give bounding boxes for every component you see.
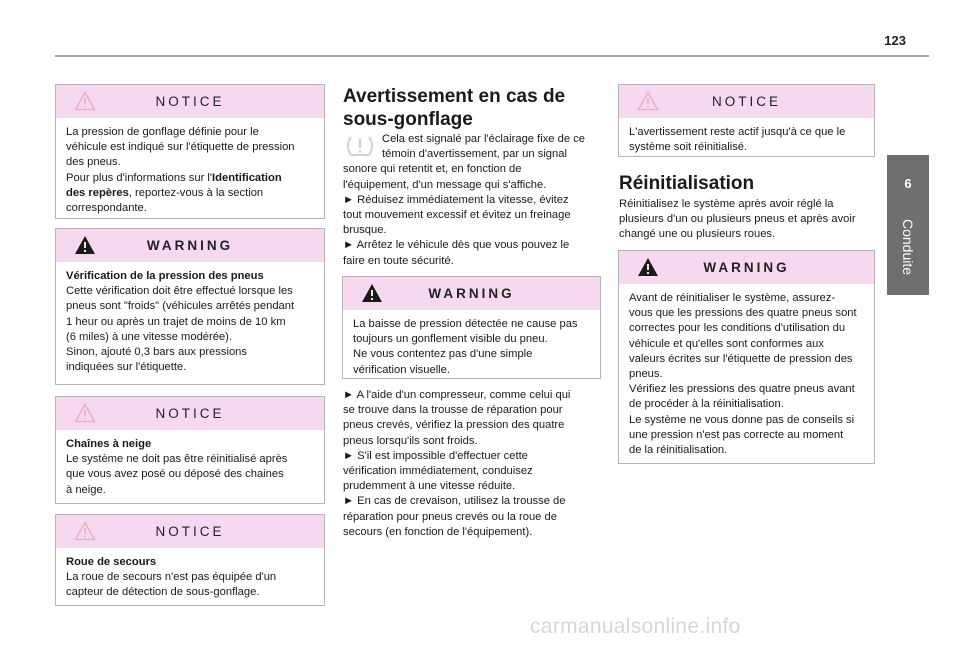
notice-heading: Chaînes à neige [66,438,152,450]
section-title-reset: Réinitialisation [619,173,755,194]
notice-header [56,515,324,548]
text-line: toujours un gonflement visible du pneu. [353,333,548,346]
text-line: La baisse de pression détectée ne cause pas [353,318,578,330]
warning-heading: Vérification de la pression des pneus [66,270,264,282]
section-title-underinflation: Avertissement en cas de sous-gonflage [343,86,566,130]
text-line: valeurs écrites sur l'étiquette de pression des [629,352,853,365]
cross-reference: Identification [212,171,282,184]
warning-box-reset [618,250,875,464]
warning-title: WARNING [703,260,790,275]
watermark: carmanualsonline.info [530,615,741,638]
text-line: 1 heur ou après un trajet de moins de 10 km [66,315,286,328]
text-line: se trouve dans la trousse de réparation pour [343,404,563,417]
notice-box-pressure [55,84,325,219]
text-line: , reportez-vous à la section [128,186,264,199]
notice-title: NOTICE [711,94,781,109]
text-line: Cela est signalé par l'éclairage fixe de ce [382,133,586,145]
text-line: une pression n'est pas correcte au moment [629,428,844,441]
notice-box-snow-chains [55,396,325,504]
text-line: de procéder à la réinitialisation. [629,398,784,411]
notice-title: NOTICE [155,524,225,539]
text-line: l'équipement, d'un message qui s'affiche. [343,178,547,191]
text-line: à neige. [66,483,106,496]
text-line: vous que les pressions des quatre pneus sont [629,307,857,320]
text-line: pneus sont "froids" (véhicules arrêtés pendant [66,300,295,313]
warning-header [343,277,600,310]
text-line: Cette vérification doit être effectué lorsque les [66,285,293,298]
text-line: Réinitialisez le système après avoir réglé la [619,198,834,210]
warning-triangle-icon [361,283,383,303]
chapter-label: Conduite [900,218,916,276]
notice-title: NOTICE [155,406,225,421]
text-line: correctes pour les conditions d'utilisation du [629,322,846,335]
notice-triangle-icon [74,521,96,541]
warning-header [619,251,874,284]
text-line: La roue de secours n'est pas équipée d'un [66,571,277,584]
notice-box-warning-active [618,84,875,157]
text-line: vérification immédiatement, conduisez [343,465,533,478]
text-line: brusque. [343,224,387,237]
text-line: tout mouvement excessif et évitez un freinage [343,209,571,222]
text-line: Le système ne vous donne pas de conseils si [629,413,855,426]
notice-title: NOTICE [155,94,225,109]
text-line: pneus crevés, vérifiez la pression des quatre [343,419,565,432]
notice-triangle-icon [74,91,96,111]
text-line: que vous avez posé ou déposé des chaines [66,468,284,481]
text-line: Ne vous contentez pas d'une simple [353,348,533,361]
underinflation-intro [343,132,608,269]
page-number: 123 [884,33,906,48]
warning-triangle-icon [637,257,659,277]
text-line: Sinon, ajouté 0,3 bars aux pressions [66,346,247,359]
header-rule [55,55,929,57]
notice-heading: Roue de secours [66,556,157,568]
text-line: pneus. [629,368,663,381]
instruction-step: ► A l'aide d'un compresseur, comme celui qui [343,389,571,401]
text-line: Avant de réinitialiser le système, assurez- [629,292,836,304]
text-line: de la réinitialisation. [629,444,728,457]
text-line: système soit réinitialisé. [629,141,748,154]
warning-header [56,229,324,262]
text-line: correspondante. [66,202,147,215]
text-line: véhicule est indiqué sur l'étiquette de pression [66,141,295,154]
warning-box-pressure-check [55,228,325,385]
text-line: véhicule et qu'elles sont conformes aux [629,337,824,350]
text-line: Vérifiez les pressions des quatre pneus avant [629,383,855,396]
cross-reference: des repères [66,186,129,199]
text-line: faire en toute sécurité. [343,254,454,267]
warning-box-pressure-drop [342,276,601,379]
text-line: sonore qui retentit et, en fonction de [343,163,522,176]
text-line: des pneus. [66,156,121,169]
notice-triangle-icon [74,403,96,423]
text-line: témoin d'avertissement, par un signal [382,148,567,161]
text-line: indiquées sur l'étiquette. [66,361,187,374]
text-line: L'avertissement reste actif jusqu'à ce que le [629,126,846,138]
instruction-step: ► Réduisez immédiatement la vitesse, évitez [343,193,569,206]
text-line: Le système ne doit pas être réinitialisé après [66,453,288,466]
text-line: changé une ou plusieurs roues. [619,228,776,241]
text-line: Pour plus d'informations sur l' [66,171,213,184]
notice-header [619,85,874,118]
notice-triangle-icon [637,91,659,111]
instruction-step: ► S'il est impossible d'effectuer cette [343,449,528,462]
underinflation-actions [343,388,608,540]
instruction-step: ► Arrêtez le véhicule dès que vous pouvez le [343,239,570,252]
warning-triangle-icon [74,235,96,255]
chapter-number: 6 [904,176,912,191]
warning-title: WARNING [146,238,234,253]
notice-header [56,397,324,430]
text-line: secours (en fonction de l'équipement). [343,525,533,538]
text-line: capteur de détection de sous-gonflage. [66,586,260,599]
instruction-step: ► En cas de crevaison, utilisez la trousse de [343,495,566,508]
text-line: pneus lorsqu'ils sont froids. [343,434,478,447]
text-line: prudemment à une vitesse réduite. [343,480,516,493]
warning-title: WARNING [428,286,515,301]
text-line: (6 miles) à une vitesse modérée). [66,330,233,343]
text-line: vérification visuelle. [353,363,451,376]
text-line: La pression de gonflage définie pour le [66,126,259,138]
text-line: réparation pour pneus crevés ou la roue de [343,510,557,523]
text-line: plusieurs d'un ou plusieurs pneus et après avoir [619,213,856,226]
reset-intro [619,197,877,243]
notice-header [56,85,324,118]
notice-box-spare-wheel [55,514,325,606]
